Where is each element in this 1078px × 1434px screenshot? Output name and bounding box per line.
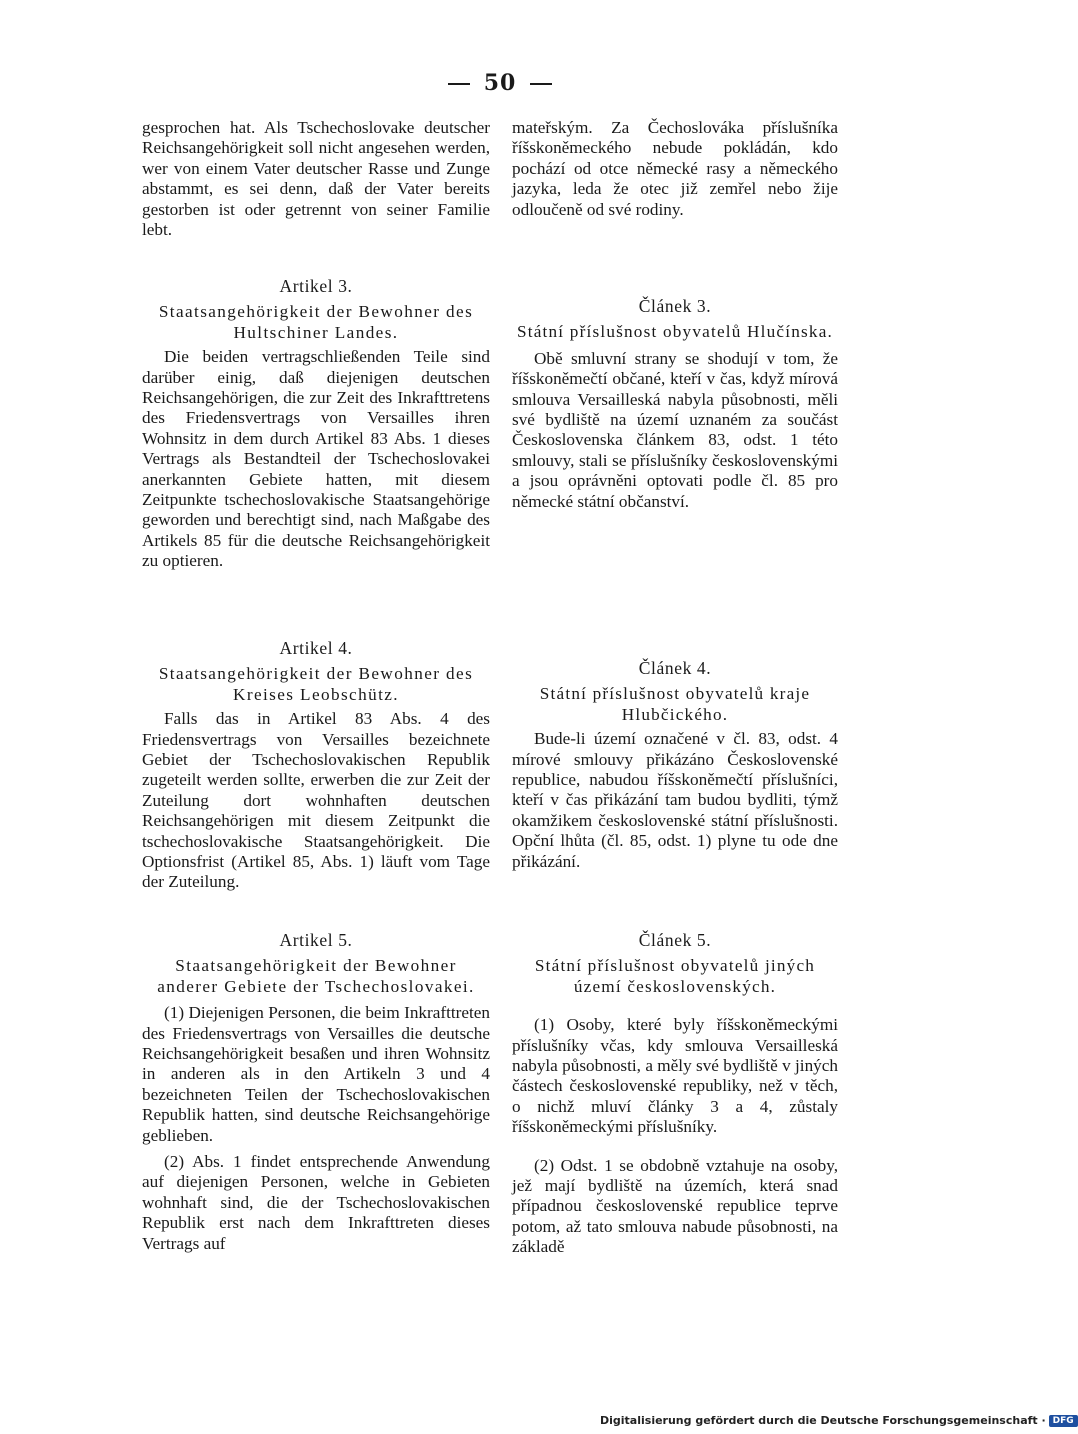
page-number-text: 50 [483, 70, 517, 96]
german-intro: gesprochen hat. Als Tschechoslovake deutscher Reichsangehörigkeit soll nicht angesehen werden, wer von einem Vater deutscher Rasse und Zunge abstammt, es sei denn, daß der Vater bereits gestorben ist oder getrennt von seiner Familie lebt. [142, 118, 490, 240]
czech-article-4-heading: Článek 4. [638, 658, 712, 678]
czech-article-5 [512, 930, 838, 1258]
dfg-logo-icon: DFG [1049, 1415, 1078, 1427]
czech-article-5-subtitle: Státní příslušnost obyvatelů jiných území československých. [534, 956, 816, 996]
dash-right [530, 83, 552, 85]
german-article-3-heading: Artikel 3. [279, 276, 353, 296]
czech-article-5-paragraph-1: (1) Osoby, které byly říšskoněmeckými příslušníky včas, kdy smlouva Versailleská nabyla působnosti, a měly své bydliště v jiných částech československé republiky, než v těch, o nichž mluví články 3 a 4, zůstaly říšskoněmeckými příslušníky. [512, 1015, 838, 1137]
german-article-3 [142, 276, 490, 572]
czech-article-3-heading: Článek 3. [638, 296, 712, 316]
dash-left [448, 83, 470, 85]
czech-article-3-text: Obě smluvní strany se shodují v tom, že říšskoněmečtí občané, kteří v čas, když mírová smlouva Versailleská nabyla působnosti, měli své bydliště na území uznaném za součást Československa článkem 83, odst. 1 této smlouvy, stali se příslušníky československými a jsou oprávněni optovati podle čl. 85 pro německé státní občanství. [512, 348, 838, 511]
czech-article-3 [512, 296, 838, 512]
german-article-5 [142, 930, 490, 1254]
footer-credit-text: Digitalisierung gefördert durch die Deutsche Forschungsgemeinschaft · [600, 1414, 1046, 1427]
czech-article-5-paragraph-2: (2) Odst. 1 se obdobně vztahuje na osoby, jež mají bydliště na územích, která snad případnou československé republice teprve potom, až tato smlouva nabude působnosti, na základě [512, 1155, 838, 1257]
german-article-4 [142, 638, 490, 893]
czech-intro: mateřským. Za Čechoslováka příslušníka říšskoněmeckého nebude pokládán, kdo pochází od otce německé rasy a německého jazyka, leda že otec již zemřel nebo žije odloučeně od své rodiny. [512, 118, 838, 219]
german-article-3-subtitle: Staatsangehörigkeit der Bewohner des Hultschiner Landes. [158, 302, 474, 342]
german-article-5-subtitle: Staatsangehörigkeit der Bewohner anderer Gebiete der Tschechoslovakei. [157, 956, 475, 996]
german-article-5-heading: Artikel 5. [279, 930, 353, 950]
page-number [0, 70, 1000, 96]
czech-article-5-heading: Článek 5. [638, 930, 712, 950]
german-article-4-text: Falls das in Artikel 83 Abs. 4 des Friedensvertrags von Versailles bezeichnete Gebiet der Tschechoslovakischen Republik zugeteilt werden sollte, erwerben die zur Zeit der Zuteilung dort wohnhaften deutschen Reichsangehörigen mit diesem Zeitpunkt die tschechoslovakische Staatsangehörigkeit. Die Optionsfrist (Artikel 85, Abs. 1) läuft vom Tage der Zuteilung. [142, 709, 490, 892]
german-article-4-subtitle: Staatsangehörigkeit der Bewohner des Kreises Leobschütz. [158, 664, 474, 704]
czech-article-4 [512, 658, 838, 872]
czech-article-3-subtitle: Státní příslušnost obyvatelů Hlučínska. [516, 322, 834, 342]
german-article-3-text: Die beiden vertragschließenden Teile sind darüber einig, daß diejenigen deutschen Reichsangehörigen, die zur Zeit des Inkrafttretens des Friedensvertrags von Versailles ihren Wohnsitz in dem durch Artikel 83 Abs. 1 dieses Vertrags als Bestandteil der Tschechoslovakei anerkannten Gebiete hatten, mit diesem Zeitpunkte tschechoslovakische Staatsangehörige geworden und berechtigt sind, nach Maßgabe des Artikels 85 für die deutsche Reichsangehörigkeit zu optieren. [142, 347, 490, 571]
german-intro-block [142, 118, 490, 240]
czech-intro-block [512, 118, 838, 220]
czech-article-4-subtitle: Státní příslušnost obyvatelů kraje Hlubčického. [539, 684, 811, 724]
czech-article-4-text: Bude-li území označené v čl. 83, odst. 4 mírové smlouvy přikázáno Československé republice, nabudou říšskoněmečtí příslušníci, kteří v čas přikázání tam budou bydliti, týmž okamžikem československé státní příslušnosti. Opční lhůta (čl. 85, odst. 1) plyne tu ode dne přikázání. [512, 729, 838, 871]
german-article-5-paragraph-1: (1) Diejenigen Personen, die beim Inkrafttreten des Friedensvertrags von Versailles die deutsche Reichsangehörigkeit besaßen und ihren Wohnsitz in anderen als in den Artikeln 3 und 4 bezeichneten Teilen der Tschechoslovakischen Republik hatten, sind deutsche Reichsangehörige geblieben. [142, 1003, 490, 1145]
german-article-5-paragraph-2: (2) Abs. 1 findet entsprechende Anwendung auf diejenigen Personen, welche in Gebieten wohnhaft sind, die der Tschechoslovakischen Republik erst nach dem Inkrafttreten dieses Vertrags auf [142, 1152, 490, 1253]
german-article-4-heading: Artikel 4. [279, 638, 353, 658]
footer-credit [600, 1414, 1078, 1427]
